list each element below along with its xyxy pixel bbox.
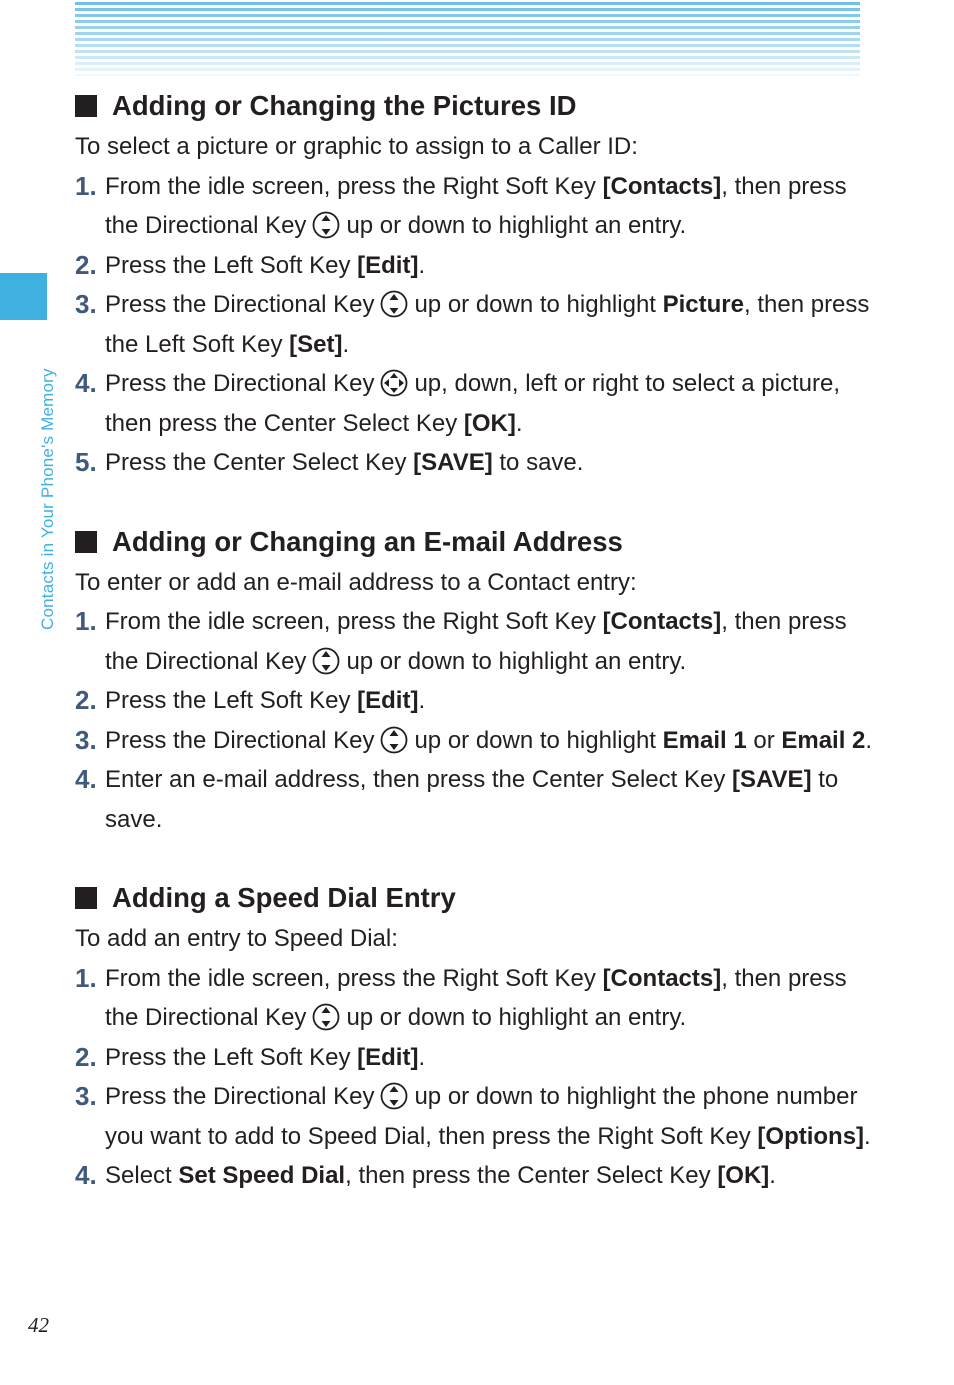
step-text-run: , then press the Directional Key xyxy=(105,172,847,239)
step-text-run: From the idle screen, press the Right Soft Key xyxy=(105,172,603,200)
step-number: 3. xyxy=(75,289,97,319)
directional-key-icon xyxy=(380,290,408,318)
key-label: Email 2 xyxy=(781,726,866,754)
step-number: 1. xyxy=(75,170,97,201)
step-number: 2. xyxy=(75,249,97,280)
section xyxy=(75,877,875,1196)
step-text xyxy=(105,285,875,364)
step-text-run: Select xyxy=(105,1162,179,1189)
directional-key-icon xyxy=(380,726,408,754)
section-title: Adding or Changing the Pictures ID xyxy=(112,90,577,121)
step-text-run: . xyxy=(342,330,350,358)
step-text-run: up, down, left or right to select a picture, then press the Center Select Key xyxy=(105,370,841,437)
step-item xyxy=(75,959,875,1038)
step-text xyxy=(105,443,875,483)
step-text xyxy=(105,760,875,839)
square-bullet-icon xyxy=(75,95,97,117)
step-item xyxy=(75,1077,875,1156)
step-text-run: , then press the Left Soft Key xyxy=(105,291,870,358)
section-title: Adding or Changing an E-mail Address xyxy=(112,525,623,557)
step-text-run: . xyxy=(865,726,873,754)
key-label: [Edit] xyxy=(357,251,419,279)
step-text-run: Enter an e-mail address, then press the Center Select Key xyxy=(105,766,732,793)
step-number: 2. xyxy=(75,685,97,715)
step-text-run: , then press the Center Select Key xyxy=(345,1162,718,1189)
section xyxy=(75,521,875,840)
step-text xyxy=(105,721,875,761)
step-text-run: . xyxy=(418,687,426,714)
step-text-run: . xyxy=(418,1043,426,1071)
step-text xyxy=(105,602,875,681)
key-label: Picture xyxy=(662,291,744,318)
manual-content xyxy=(75,85,875,1234)
step-text-run: to save. xyxy=(492,449,584,476)
step-number: 1. xyxy=(75,606,97,636)
section-intro: To select a picture or graphic to assign to a Caller ID: xyxy=(75,133,638,160)
step-text-run: Press the Left Soft Key xyxy=(105,1043,358,1071)
step-item xyxy=(75,1038,875,1078)
step-text-run: to save. xyxy=(105,766,839,833)
step-text-run: , then press the Directional Key xyxy=(105,964,847,1031)
key-label: Set Speed Dial xyxy=(178,1162,346,1189)
directional-key-icon xyxy=(380,1082,408,1110)
key-label: [Contacts] xyxy=(602,964,722,992)
step-text xyxy=(105,1156,875,1196)
step-number: 2. xyxy=(75,1041,97,1072)
section-heading xyxy=(75,85,875,127)
key-label: [Set] xyxy=(289,330,343,358)
step-text-run: . xyxy=(769,1162,776,1189)
step-text-run: Press the Directional Key xyxy=(105,291,375,318)
section-intro: To add an entry to Speed Dial: xyxy=(75,925,398,952)
step-text-run: up or down to highlight xyxy=(414,291,663,318)
step-text-run: or xyxy=(746,726,782,754)
step-text-run: From the idle screen, press the Right Soft Key xyxy=(105,964,603,992)
step-item xyxy=(75,167,875,246)
step-text-run: Press the Center Select Key xyxy=(105,449,414,476)
key-label: [Edit] xyxy=(357,1043,419,1071)
square-bullet-icon xyxy=(75,531,97,553)
directional-key-icon xyxy=(312,647,340,675)
key-label: [Edit] xyxy=(357,687,419,714)
step-text-run: up or down to highlight the phone number you want to add to Speed Dial, then press the Right Soft Key xyxy=(105,1083,858,1150)
section-title: Adding a Speed Dial Entry xyxy=(112,882,456,913)
section-heading xyxy=(75,877,875,919)
step-item xyxy=(75,681,875,721)
key-label: [OK] xyxy=(717,1162,770,1189)
step-text xyxy=(105,1077,875,1156)
step-text xyxy=(105,1038,875,1078)
step-item xyxy=(75,364,875,443)
key-label: Email 1 xyxy=(662,726,747,754)
step-text-run: Press the Left Soft Key xyxy=(105,251,358,279)
step-text-run: . xyxy=(864,1122,871,1150)
key-label: [Contacts] xyxy=(602,608,722,635)
step-text xyxy=(105,364,875,443)
step-number: 4. xyxy=(75,764,97,794)
step-text-run: Press the Directional Key xyxy=(105,726,375,754)
step-text xyxy=(105,959,875,1038)
step-text-run: up or down to highlight an entry. xyxy=(346,647,687,675)
header-fade xyxy=(75,2,860,76)
step-text xyxy=(105,681,875,721)
step-text-run: Press the Directional Key xyxy=(105,1083,375,1110)
directional-key-icon xyxy=(380,369,408,397)
section-heading xyxy=(75,521,875,563)
step-number: 4. xyxy=(75,1160,97,1190)
step-text-run: , then press the Directional Key xyxy=(105,608,847,675)
step-item xyxy=(75,760,875,839)
step-number: 3. xyxy=(75,1081,97,1111)
step-item xyxy=(75,1156,875,1196)
step-item xyxy=(75,285,875,364)
step-text-run: up or down to highlight xyxy=(414,726,663,754)
step-text xyxy=(105,246,875,286)
step-text-run: Press the Left Soft Key xyxy=(105,687,358,714)
step-number: 3. xyxy=(75,724,97,755)
side-tab-marker xyxy=(0,273,47,320)
key-label: [SAVE] xyxy=(732,766,812,793)
key-label: [SAVE] xyxy=(413,449,493,476)
key-label: [Contacts] xyxy=(602,172,722,200)
key-label: [OK] xyxy=(463,409,516,437)
step-text xyxy=(105,167,875,246)
step-number: 5. xyxy=(75,447,97,477)
section xyxy=(75,85,875,483)
step-text-run: . xyxy=(418,251,426,279)
step-number: 4. xyxy=(75,368,97,398)
step-item xyxy=(75,721,875,761)
step-item xyxy=(75,602,875,681)
square-bullet-icon xyxy=(75,887,97,909)
step-text-run: From the idle screen, press the Right Soft Key xyxy=(105,608,603,635)
step-text-run: up or down to highlight an entry. xyxy=(346,212,687,239)
step-item xyxy=(75,246,875,286)
step-text-run: . xyxy=(515,409,523,437)
directional-key-icon xyxy=(312,211,340,239)
side-chapter-label: Contacts in Your Phone's Memory xyxy=(38,368,57,630)
step-text-run: up or down to highlight an entry. xyxy=(346,1004,687,1031)
page-number: 42 xyxy=(28,1313,49,1337)
step-number: 1. xyxy=(75,962,97,993)
step-item xyxy=(75,443,875,483)
directional-key-icon xyxy=(312,1003,340,1031)
key-label: [Options] xyxy=(757,1122,865,1150)
section-intro: To enter or add an e-mail address to a Contact entry: xyxy=(75,568,637,596)
step-text-run: Press the Directional Key xyxy=(105,370,375,397)
